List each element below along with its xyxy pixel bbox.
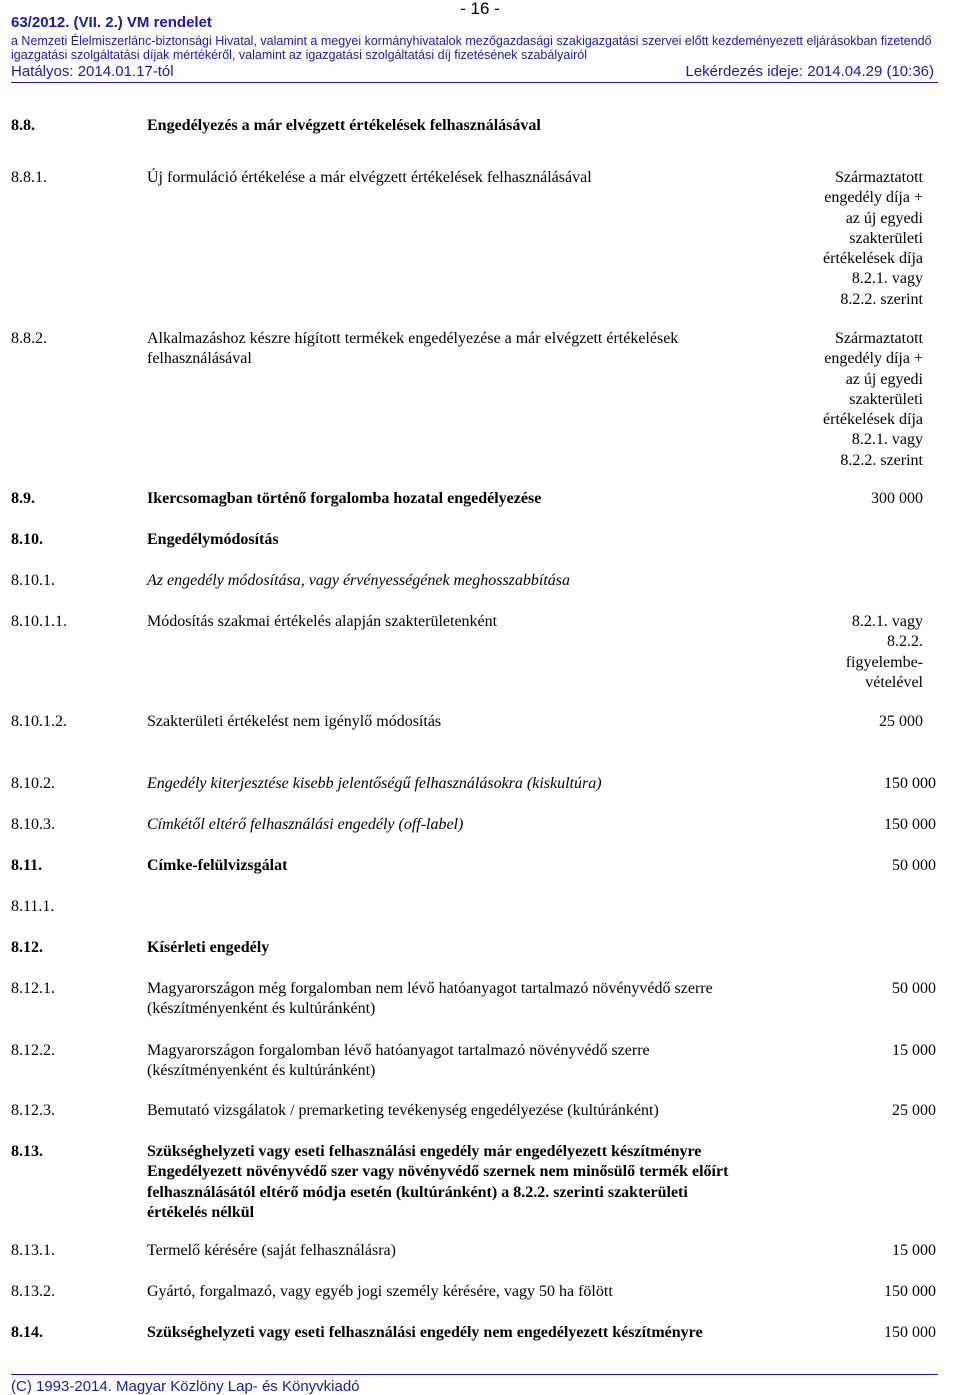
value-line: 8.2.1. vagy	[851, 613, 923, 630]
row-value: 15 000	[892, 1042, 936, 1059]
footer-copyright: (C) 1993-2014. Magyar Közlöny Lap- és Könyvkiadó	[11, 1378, 360, 1395]
row-description: Kísérleti engedély	[147, 939, 270, 956]
value-line: engedély díja +	[824, 189, 923, 207]
description-line: (készítményenként és kultúránként)	[147, 1000, 376, 1018]
header-rule	[11, 82, 938, 83]
value-line: 8.2.1. vagy	[851, 270, 923, 288]
row-description: Szükséghelyzeti vagy eseti felhasználási engedély nem engedélyezett készítményre	[147, 1324, 703, 1341]
row-number: 8.10.1.2.	[11, 713, 67, 730]
row-number: 8.12.3.	[11, 1102, 55, 1119]
value-line: 8.2.2.	[887, 633, 923, 651]
footer-rule	[11, 1374, 938, 1375]
value-line: 8.2.2. szerint	[840, 451, 923, 469]
row-description: Szakterületi értékelést nem igénylő módosítás	[147, 713, 442, 730]
value-line: vételével	[865, 673, 923, 691]
value-line: értékelések díja	[823, 250, 923, 268]
row-value	[846, 612, 923, 693]
regulation-title: 63/2012. (VII. 2.) VM rendelet	[11, 14, 212, 31]
query-date: Lekérdezés ideje: 2014.04.29 (10:36)	[685, 63, 934, 80]
value-line: 8.2.2. szerint	[840, 290, 923, 308]
row-value: 25 000	[892, 1102, 936, 1119]
row-description	[147, 1041, 650, 1082]
row-value: 25 000	[879, 713, 923, 730]
description-line: Szükséghelyzeti vagy eseti felhasználási engedély már engedélyezett készítményre	[147, 1143, 702, 1160]
row-value: 150 000	[884, 775, 936, 792]
row-number: 8.13.2.	[11, 1283, 55, 1300]
row-number: 8.10.1.1.	[11, 613, 67, 630]
row-value: 150 000	[884, 816, 936, 833]
row-number: 8.12.	[11, 939, 43, 956]
row-number: 8.13.1.	[11, 1242, 55, 1259]
row-description: Bemutató vizsgálatok / premarketing tevékenység engedélyezése (kultúránként)	[147, 1102, 659, 1119]
row-number: 8.14.	[11, 1324, 43, 1341]
description-line: felhasználásával	[147, 350, 252, 368]
row-number: 8.11.1.	[11, 898, 55, 915]
row-value: 50 000	[892, 980, 936, 997]
row-value: 50 000	[892, 857, 936, 874]
row-description	[147, 1142, 728, 1223]
row-number: 8.10.1.	[11, 572, 55, 589]
description-line: Magyarországon még forgalomban nem lévő hatóanyagot tartalmazó növényvédő szerre	[147, 980, 713, 997]
row-number: 8.8.2.	[11, 330, 47, 347]
description-line: értékelés nélkül	[147, 1203, 255, 1221]
value-line: 8.2.1. vagy	[851, 431, 923, 449]
row-number: 8.8.1.	[11, 169, 47, 186]
value-line: engedély díja +	[824, 350, 923, 368]
row-description: Gyártó, forgalmazó, vagy egyéb jogi személy kérésére, vagy 50 ha fölött	[147, 1283, 613, 1300]
row-description: Engedély kiterjesztése kisebb jelentőségű felhasználásokra (kiskultúra)	[147, 775, 602, 792]
value-line: figyelembe-	[845, 653, 923, 671]
row-value	[823, 329, 923, 471]
row-number: 8.13.	[11, 1143, 43, 1160]
description-line: Alkalmazáshoz készre hígított termékek engedélyezése a már elvégzett értékelések	[147, 330, 679, 347]
value-line: értékelések díja	[823, 411, 923, 429]
row-number: 8.8.	[11, 117, 35, 134]
row-description: Engedélymódosítás	[147, 531, 279, 548]
regulation-subtitle-line-2: igazgatási szolgáltatási díjak mértékéről, valamint az igazgatási szolgáltatási díj fizetésének szabályairól	[11, 48, 587, 62]
description-line: (készítményenként és kultúránként)	[147, 1062, 376, 1080]
description-line: felhasználásától eltérő módja esetén (kultúránként) a 8.2.2. szerinti szakterületi	[147, 1183, 688, 1201]
row-number: 8.10.3.	[11, 816, 55, 833]
row-description: Engedélyezés a már elvégzett értékelések felhasználásával	[147, 117, 541, 134]
row-description: Címkétől eltérő felhasználási engedély (off-label)	[147, 816, 464, 833]
row-value: 150 000	[884, 1283, 936, 1300]
row-value	[823, 168, 923, 310]
row-description: Ikercsomagban történő forgalomba hozatal engedélyezése	[147, 490, 542, 507]
regulation-subtitle-line-1: a Nemzeti Élelmiszerlánc-biztonsági Hivatal, valamint a megyei kormányhivatalok mezőgazdasági szakigazgatási szervei előtt kezdeményezett eljárásokban fizetendő	[11, 34, 932, 48]
value-line: Származtatott	[835, 330, 923, 347]
page-number: - 16 -	[460, 0, 500, 18]
row-description: Új formuláció értékelése a már elvégzett értékelések felhasználásával	[147, 169, 592, 186]
row-description: Termelő kérésére (saját felhasználásra)	[147, 1242, 396, 1259]
value-line: az új egyedi	[845, 209, 923, 227]
row-number: 8.10.2.	[11, 775, 55, 792]
row-description: Az engedély módosítása, vagy érvényességének meghosszabbítása	[147, 572, 570, 589]
row-number: 8.12.1.	[11, 980, 55, 997]
row-description: Módosítás szakmai értékelés alapján szakterületenként	[147, 613, 498, 630]
effective-date: Hatályos: 2014.01.17-tól	[11, 63, 174, 80]
value-line: az új egyedi	[845, 370, 923, 388]
row-number: 8.10.	[11, 531, 43, 548]
row-description	[147, 979, 713, 1020]
value-line: szakterületi	[849, 229, 923, 247]
row-number: 8.9.	[11, 490, 35, 507]
row-value: 15 000	[892, 1242, 936, 1259]
value-line: Származtatott	[835, 169, 923, 186]
row-number: 8.12.2.	[11, 1042, 55, 1059]
row-value: 150 000	[884, 1324, 936, 1341]
row-description: Címke-felülvizsgálat	[147, 857, 288, 874]
row-value: 300 000	[871, 490, 923, 507]
row-description	[147, 329, 678, 370]
row-number: 8.11.	[11, 857, 43, 874]
description-line: Magyarországon forgalomban lévő hatóanyagot tartalmazó növényvédő szerre	[147, 1042, 650, 1059]
description-line: Engedélyezett növényvédő szer vagy növényvédő szernek nem minősülő termék előírt	[147, 1163, 729, 1181]
value-line: szakterületi	[849, 390, 923, 408]
